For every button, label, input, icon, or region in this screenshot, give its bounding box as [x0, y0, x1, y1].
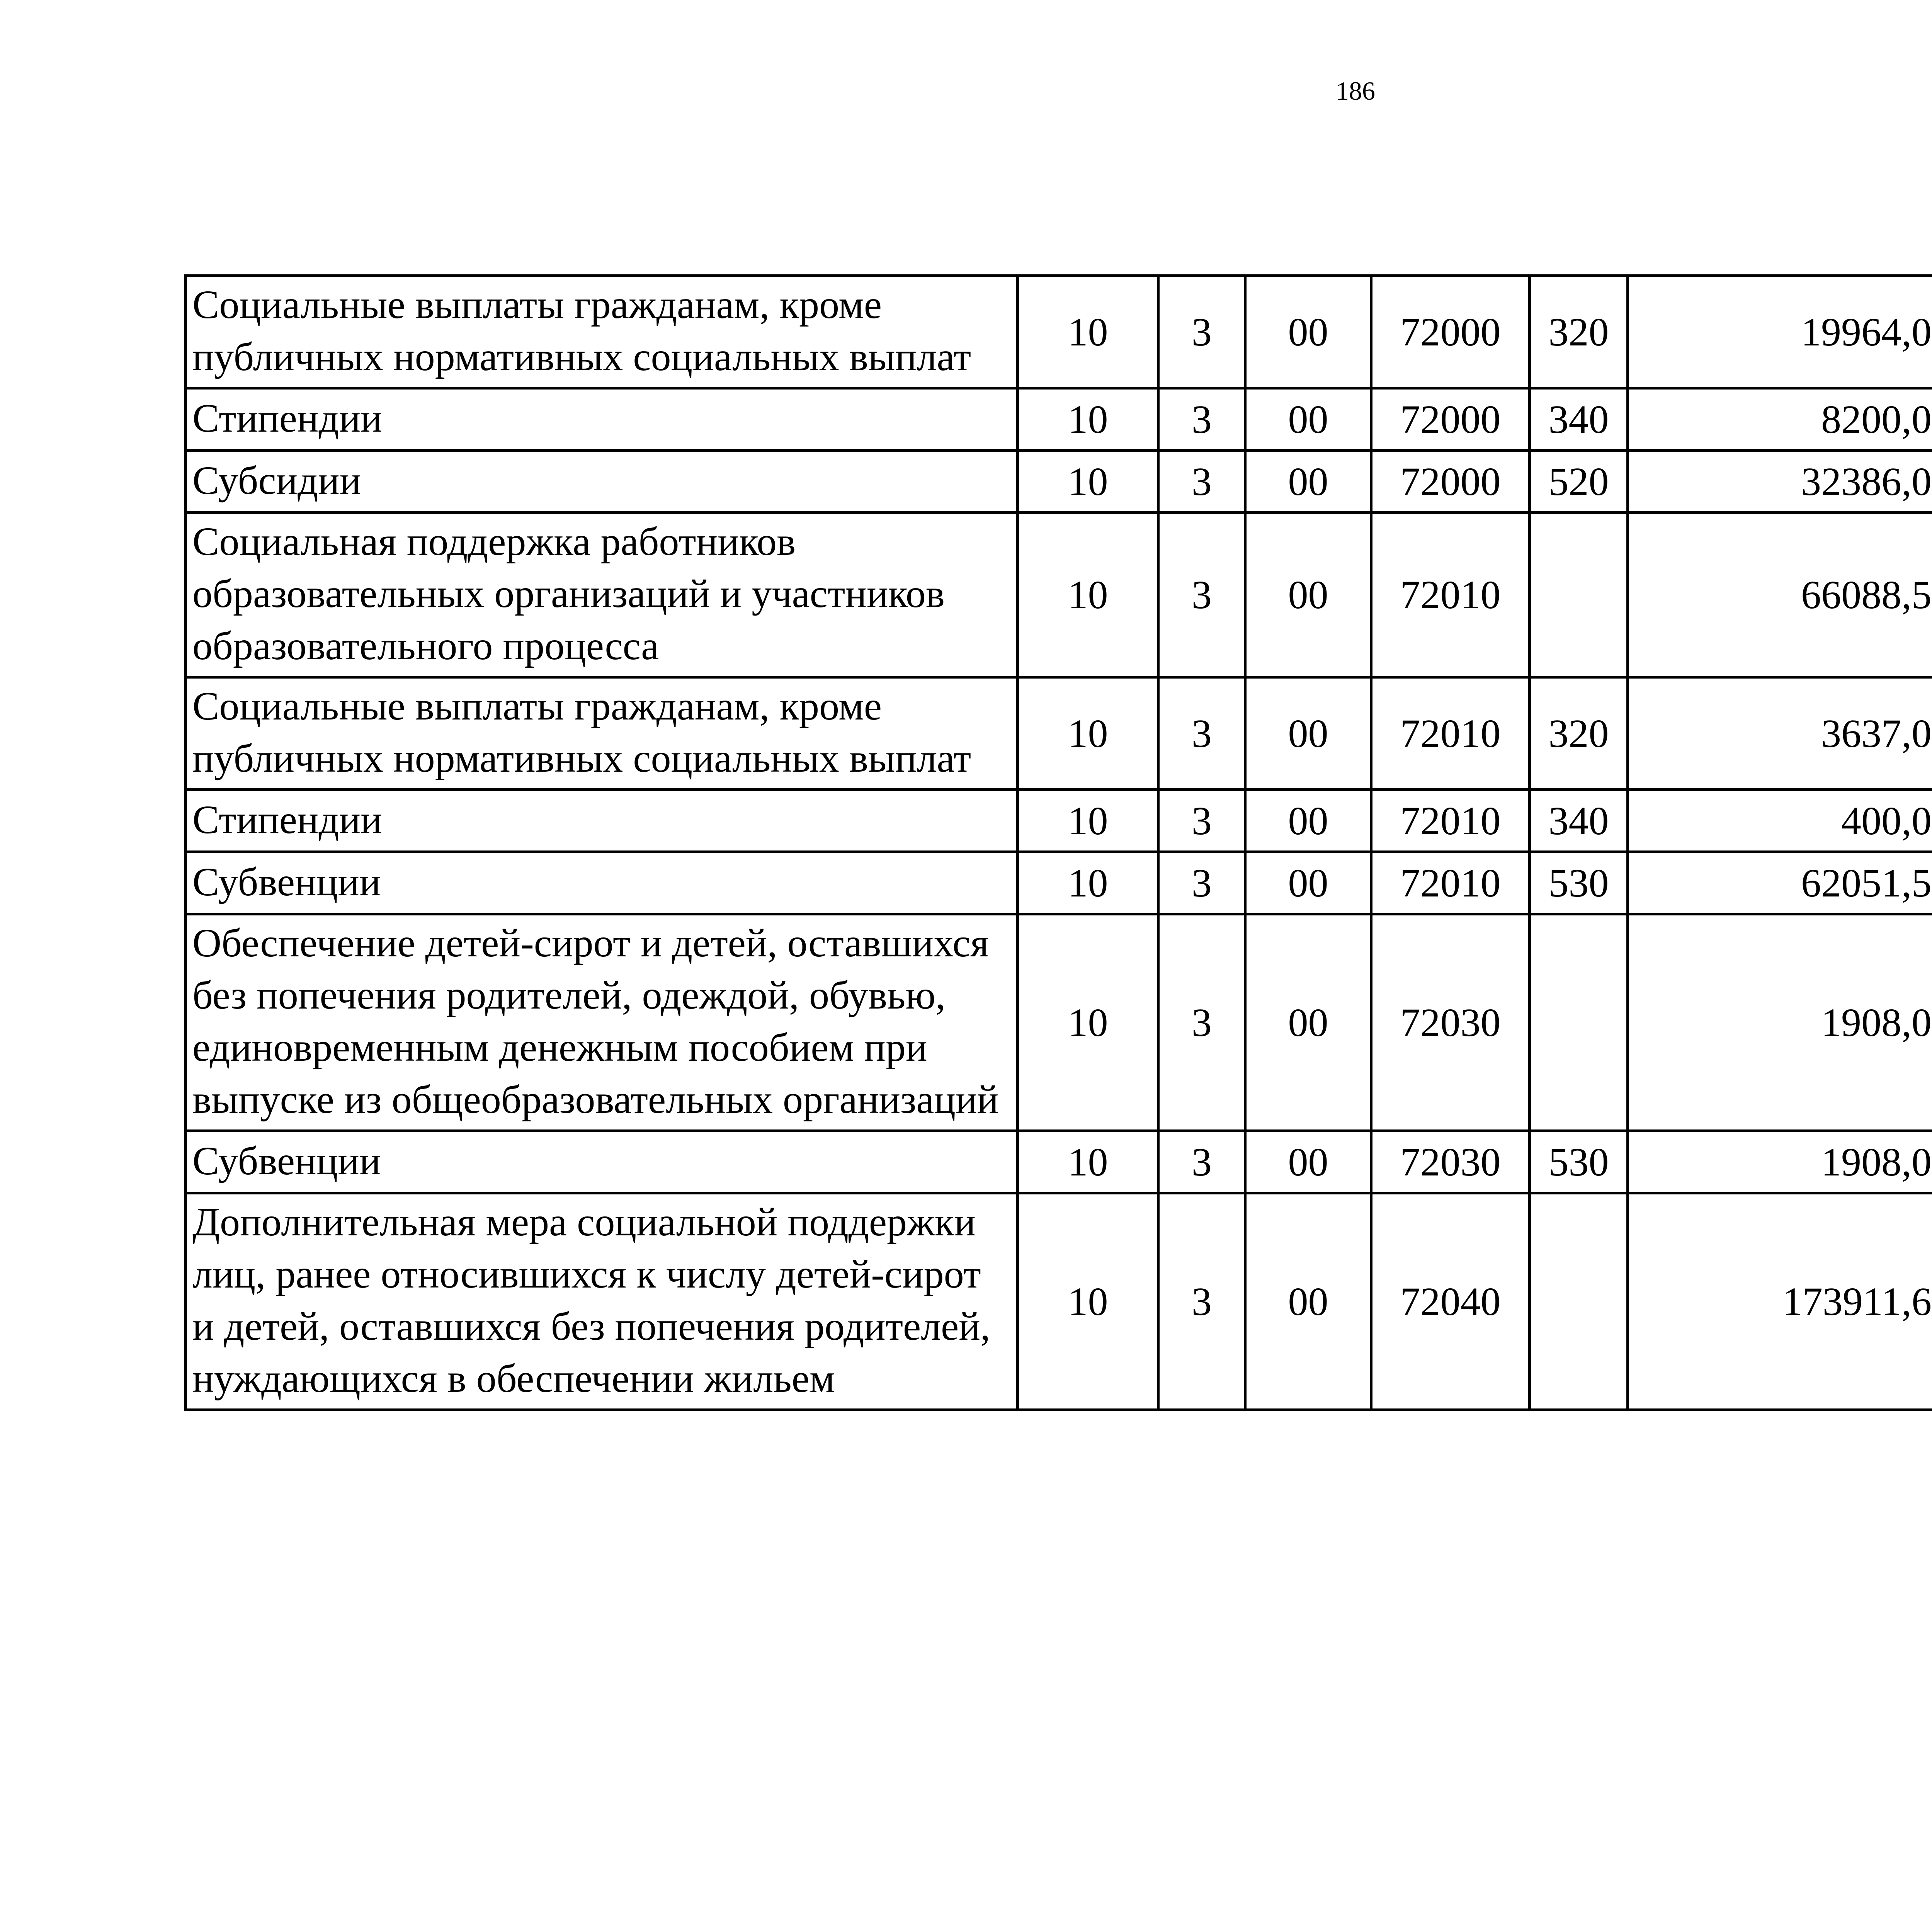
row-amount-1: 1908,0 [1628, 1131, 1932, 1193]
row-section: 10 [1018, 1193, 1158, 1410]
row-program: 00 [1245, 276, 1371, 388]
row-expense-type: 320 [1530, 677, 1628, 790]
row-expense-type [1530, 914, 1628, 1131]
row-target-code: 72000 [1371, 451, 1530, 513]
row-amount-1: 173911,6 [1628, 1193, 1932, 1410]
row-section: 10 [1018, 677, 1158, 790]
row-amount-1: 3637,0 [1628, 677, 1932, 790]
row-target-code: 72030 [1371, 1131, 1530, 1193]
row-name: Социальные выплаты гражданам, кроме публичных нормативных социальных выплат [186, 677, 1018, 790]
row-program: 00 [1245, 1193, 1371, 1410]
row-target-code: 72000 [1371, 388, 1530, 451]
table-row [186, 1131, 1932, 1193]
row-section: 10 [1018, 914, 1158, 1131]
row-name: Стипендии [186, 388, 1018, 451]
row-amount-1: 400,0 [1628, 790, 1932, 852]
row-amount-1: 19964,0 [1628, 276, 1932, 388]
row-expense-type: 530 [1530, 852, 1628, 914]
row-name: Стипендии [186, 790, 1018, 852]
row-subsection: 3 [1158, 790, 1245, 852]
row-program: 00 [1245, 1131, 1371, 1193]
row-program: 00 [1245, 451, 1371, 513]
row-section: 10 [1018, 513, 1158, 677]
table-row [186, 388, 1932, 451]
row-section: 10 [1018, 451, 1158, 513]
table-row [186, 276, 1932, 388]
row-amount-1: 8200,0 [1628, 388, 1932, 451]
row-program: 00 [1245, 852, 1371, 914]
row-subsection: 3 [1158, 451, 1245, 513]
row-target-code: 72030 [1371, 914, 1530, 1131]
table-row [186, 914, 1932, 1131]
row-subsection: 3 [1158, 1131, 1245, 1193]
row-section: 10 [1018, 790, 1158, 852]
table-row [186, 852, 1932, 914]
row-name: Дополнительная мера социальной поддержки лиц, ранее относившихся к числу детей-сирот и детей, оставшихся без попечения родителей, нуждающихся в обеспечении жильем [186, 1193, 1018, 1410]
row-amount-1: 32386,0 [1628, 451, 1932, 513]
row-name: Социальные выплаты гражданам, кроме публичных нормативных социальных выплат [186, 276, 1018, 388]
row-target-code: 72010 [1371, 790, 1530, 852]
table-row [186, 790, 1932, 852]
row-target-code: 72010 [1371, 852, 1530, 914]
row-target-code: 72000 [1371, 276, 1530, 388]
row-program: 00 [1245, 677, 1371, 790]
row-subsection: 3 [1158, 852, 1245, 914]
page-number: 186 [1336, 76, 1375, 105]
row-expense-type: 320 [1530, 276, 1628, 388]
row-amount-1: 66088,5 [1628, 513, 1932, 677]
row-expense-type: 340 [1530, 388, 1628, 451]
row-target-code: 72010 [1371, 513, 1530, 677]
row-section: 10 [1018, 1131, 1158, 1193]
table-row [186, 513, 1932, 677]
row-target-code: 72010 [1371, 677, 1530, 790]
row-subsection: 3 [1158, 276, 1245, 388]
row-amount-1: 1908,0 [1628, 914, 1932, 1131]
row-target-code: 72040 [1371, 1193, 1530, 1410]
table-row [186, 677, 1932, 790]
row-expense-type [1530, 1193, 1628, 1410]
row-program: 00 [1245, 790, 1371, 852]
row-name: Обеспечение детей-сирот и детей, оставшихся без попечения родителей, одеждой, обувью, единовременным денежным пособием при выпуске из общеобразовательных организаций [186, 914, 1018, 1131]
table-row [186, 451, 1932, 513]
row-subsection: 3 [1158, 388, 1245, 451]
row-name: Субвенции [186, 1131, 1018, 1193]
row-section: 10 [1018, 388, 1158, 451]
row-program: 00 [1245, 388, 1371, 451]
row-name: Субсидии [186, 451, 1018, 513]
row-subsection: 3 [1158, 1193, 1245, 1410]
row-subsection: 3 [1158, 677, 1245, 790]
row-expense-type: 530 [1530, 1131, 1628, 1193]
budget-table [184, 274, 1932, 1411]
row-subsection: 3 [1158, 914, 1245, 1131]
row-name: Социальная поддержка работников образовательных организаций и участников образовательного процесса [186, 513, 1018, 677]
row-amount-1: 62051,5 [1628, 852, 1932, 914]
row-subsection: 3 [1158, 513, 1245, 677]
row-section: 10 [1018, 852, 1158, 914]
row-program: 00 [1245, 513, 1371, 677]
row-expense-type: 520 [1530, 451, 1628, 513]
row-expense-type: 340 [1530, 790, 1628, 852]
row-section: 10 [1018, 276, 1158, 388]
row-program: 00 [1245, 914, 1371, 1131]
row-expense-type [1530, 513, 1628, 677]
table-row [186, 1193, 1932, 1410]
row-name: Субвенции [186, 852, 1018, 914]
